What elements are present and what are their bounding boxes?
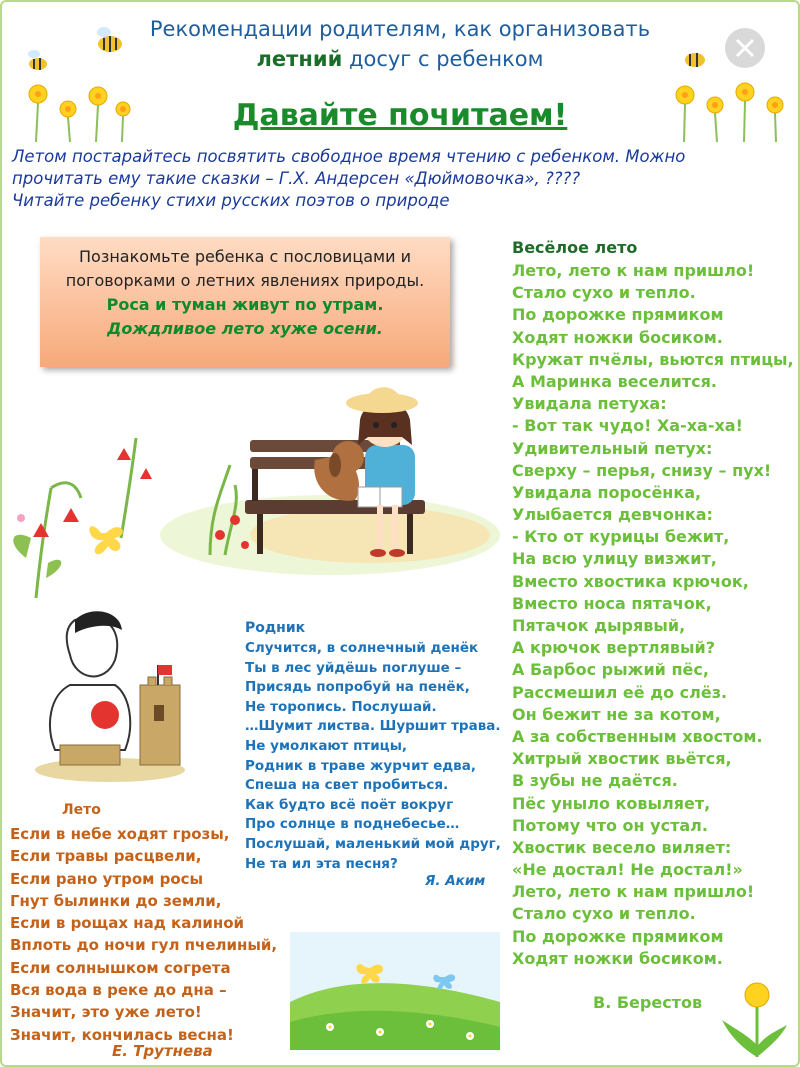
poem-line: Родник в траве журчит едва, — [245, 757, 476, 774]
header-bold-word: летний — [256, 47, 343, 71]
poem-line: Он бежит не за котом, — [512, 704, 721, 724]
poem-line: Вплоть до ночи гул пчелиный, — [10, 936, 278, 955]
poem-line: Лето, лето к нам пришло! — [512, 261, 755, 280]
poem-veseloe-title: Весёлое лето — [512, 238, 638, 257]
poem-line: Кружат пчёлы, вьются птицы, — [512, 349, 794, 369]
poem-line: Вместо носа пятачок, — [512, 593, 712, 613]
poem-line: Спеша на свет пробиться. — [245, 777, 449, 794]
intro-line-1: Летом постарайтесь посвятить свободное время чтению с ребенком. Можно — [12, 147, 686, 166]
boy-sandcastle-illustration — [30, 605, 190, 785]
poem-line: На всю улицу визжит, — [512, 549, 717, 569]
page-title-text: Давайте почитаем! — [232, 98, 568, 133]
meadow-illustration — [290, 932, 500, 1050]
poem-leto-author: Е. Трутнева — [112, 1042, 213, 1060]
intro-line-3: Читайте ребенку стихи русских поэтов о природе — [12, 191, 450, 210]
poem-line: Стало сухо и тепло. — [512, 283, 696, 303]
poem-rodnik-body — [245, 639, 501, 874]
poem-line: Стало сухо и тепло. — [512, 904, 696, 924]
poem-line: Если в небе ходят грозы, — [10, 825, 230, 843]
poem-line: Увидала петуха: — [512, 394, 667, 414]
poem-line: - Вот так чудо! Ха-ха-ха! — [512, 416, 743, 436]
intro-text — [12, 146, 792, 212]
poem-line: Лето, лето к нам пришло! — [512, 882, 755, 902]
poem-line: Хитрый хвостик вьётся, — [512, 749, 732, 769]
poem-veseloe-body — [512, 260, 794, 970]
poem-line: Рассмешил её до слёз. — [512, 682, 728, 702]
poem-leto-body — [10, 823, 277, 1046]
poem-line: Если солнышком согрета — [10, 958, 231, 977]
poem-line: Потому что он устал. — [512, 815, 708, 835]
page-title — [0, 98, 800, 133]
poem-line: Вся вода в реке до дна – — [10, 981, 227, 1000]
poem-line: Про солнце в поднебесье… — [245, 816, 460, 833]
poem-line: По дорожке прямиком — [512, 926, 724, 946]
poem-line: Ходят ножки босиком. — [512, 327, 723, 347]
poem-line: Вместо хвостика крючок, — [512, 571, 749, 591]
poem-line: «Не достал! Не достал!» — [512, 860, 743, 880]
proverbs-line-1: Познакомьте ребенка с пословицами и — [79, 247, 411, 266]
poem-line: А крючок вертлявый? — [512, 638, 716, 658]
poem-line: Значит, кончилась весна! — [10, 1025, 234, 1044]
poem-line: Пятачок дырявый, — [512, 616, 686, 635]
poem-leto-title: Лето — [62, 802, 101, 818]
poem-line: Удивительный петух: — [512, 438, 713, 458]
poem-line: По дорожке прямиком — [512, 305, 724, 325]
poem-line: Не та ил эта песня? — [245, 855, 398, 872]
poem-line: Значит, это уже лето! — [10, 1003, 202, 1022]
poem-line: Ты в лес уйдёшь поглуше – — [245, 659, 462, 676]
proverb-1: Роса и туман живут по утрам. — [106, 295, 384, 314]
poem-line: Случится, в солнечный денёк — [245, 640, 479, 656]
poem-line: Гнут былинки до земли, — [10, 891, 222, 910]
poem-line: Улыбается девчонка: — [512, 505, 713, 525]
poem-line: А за собственным хвостом. — [512, 726, 763, 746]
poem-line: Послушай, маленький мой друг, — [245, 835, 501, 852]
proverbs-box — [40, 237, 450, 367]
poem-line: А Маринка веселится. — [512, 371, 717, 391]
poem-line: Если рано утром росы — [10, 869, 204, 888]
poem-line: Не торопись. Послушай. — [245, 698, 437, 715]
poem-line: Присядь попробуй на пенёк, — [245, 679, 470, 696]
dandelion-icon — [712, 975, 792, 1060]
header-line-2-rest: досуг с ребенком — [342, 47, 544, 71]
header-line-2 — [0, 44, 800, 74]
poem-line: Если в рощах над калиной — [10, 914, 245, 933]
poem-line: Увидала поросёнка, — [512, 482, 702, 502]
page-header — [0, 14, 800, 74]
intro-line-2: прочитать ему такие сказки – Г.Х. Андерсен «Дюймовочка», ???? — [12, 169, 581, 188]
poem-rodnik-title: Родник — [245, 620, 306, 636]
poem-line: А Барбос рыжий пёс, — [512, 660, 709, 680]
poem-line: Если травы расцвели, — [10, 847, 202, 866]
poem-veseloe-author: В. Берестов — [593, 993, 703, 1012]
poem-line: Сверху – перья, снизу – пух! — [512, 460, 772, 480]
poem-line: - Кто от курицы бежит, — [512, 527, 730, 547]
poem-line: Хвостик весело виляет: — [512, 837, 732, 857]
poem-line: Как будто всё поёт вокруг — [245, 796, 454, 813]
poem-rodnik-author: Я. Аким — [425, 873, 486, 889]
poem-line: Не умолкают птицы, — [245, 737, 408, 754]
poem-line: В зубы не даётся. — [512, 771, 678, 791]
poem-line: …Шумит листва. Шуршит трава. — [245, 718, 501, 735]
header-line-1: Рекомендации родителям, как организовать — [149, 17, 651, 41]
girl-on-bench-illustration — [140, 375, 500, 580]
strawberries-butterfly-icon — [6, 418, 176, 598]
poem-line: Пёс уныло ковыляет, — [512, 793, 711, 813]
proverb-2: Дождливое лето хуже осени. — [107, 319, 383, 338]
poem-line: Ходят ножки босиком. — [512, 948, 723, 968]
proverbs-line-2: поговорками о летних явлениях природы. — [65, 271, 425, 290]
